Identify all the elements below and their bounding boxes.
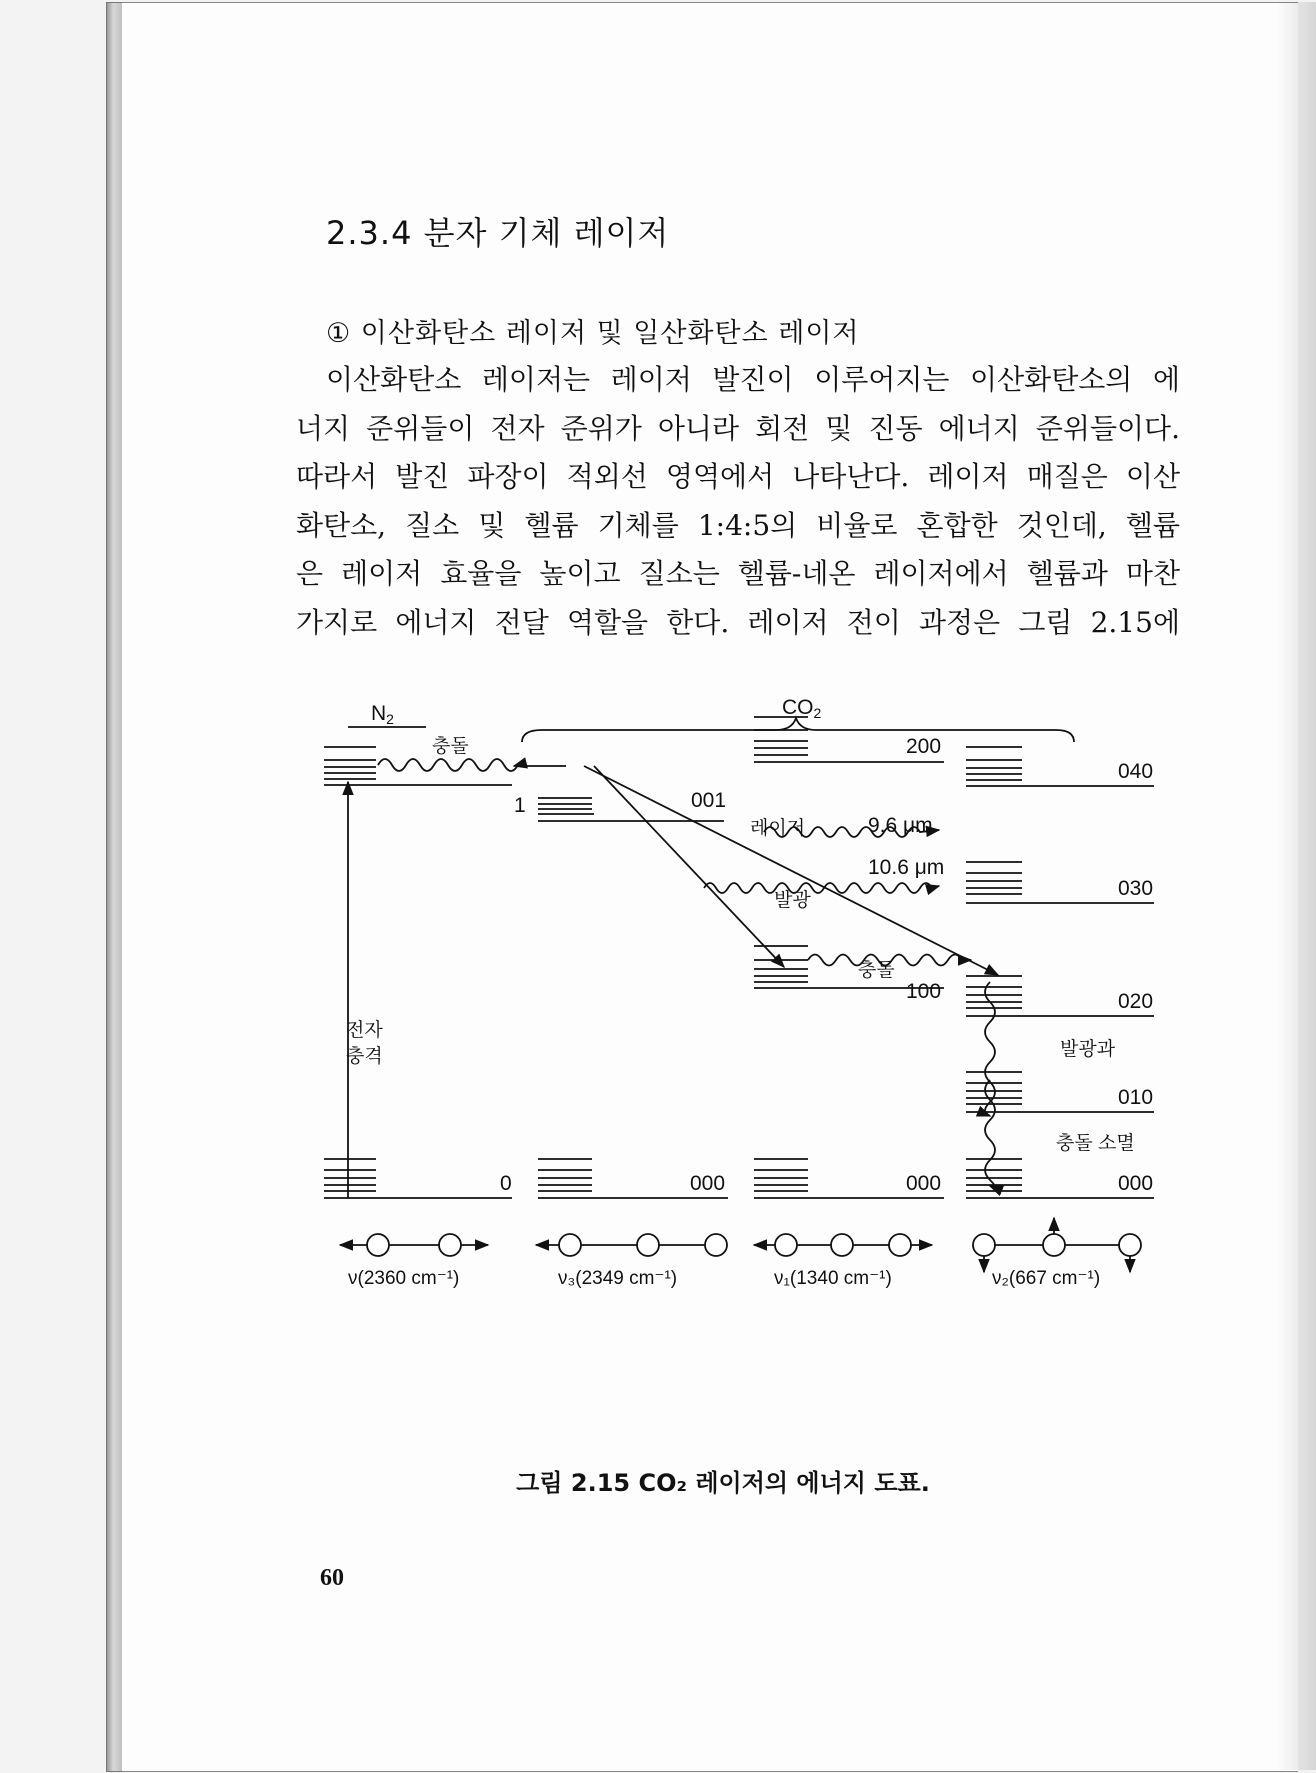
mode-v2-label: ν₂(667 cm⁻¹) bbox=[992, 1268, 1101, 1289]
level-030-label: 030 bbox=[1118, 877, 1154, 900]
page-number: 60 bbox=[320, 1565, 344, 1591]
level-100-label: 100 bbox=[906, 980, 942, 1003]
emission-and-label: 발광과 bbox=[1060, 1039, 1116, 1060]
electron-impact-label: 전자 bbox=[346, 1020, 383, 1041]
paragraph-line: 따라서 발진 파장이 적외선 영역에서 나타난다. 레이저 매질은 이산 bbox=[296, 460, 1180, 493]
n2-label: N2 bbox=[371, 702, 394, 727]
emission-label: 발광 bbox=[774, 890, 811, 911]
level-200-label: 200 bbox=[906, 735, 942, 758]
level-1-label: 1 bbox=[514, 794, 526, 817]
mode-v3-label: ν₃(2349 cm⁻¹) bbox=[558, 1268, 678, 1289]
body-paragraph bbox=[296, 356, 1180, 647]
level-001-label: 001 bbox=[691, 789, 727, 812]
mode-v1-label: ν₁(1340 cm⁻¹) bbox=[774, 1268, 892, 1289]
level-020-label: 020 bbox=[1118, 990, 1154, 1013]
level-000-v1-label: 000 bbox=[906, 1172, 942, 1195]
level-010-label: 010 bbox=[1118, 1086, 1154, 1109]
paragraph-line: 너지 준위들이 전자 준위가 아니라 회전 및 진동 에너지 준위들이다. bbox=[296, 411, 1180, 445]
co2-energy-diagram bbox=[296, 690, 1186, 1510]
n2-lower-levels bbox=[324, 1159, 512, 1198]
collision-quench-label: 충돌 소멸 bbox=[1056, 1133, 1135, 1154]
paragraph-line: 가지로 에너지 전달 역할을 한다. 레이저 전이 과정은 그림 2.15에 bbox=[296, 605, 1180, 639]
wavelength-9-6-label: 9.6 μm bbox=[868, 814, 933, 837]
n2-upper-levels bbox=[324, 747, 512, 785]
level-000-v2-label: 000 bbox=[1118, 1172, 1154, 1195]
section-title: 2.3.4 분자 기체 레이저 bbox=[326, 214, 670, 252]
laser-label: 레이저 bbox=[750, 818, 806, 839]
level-040-label: 040 bbox=[1118, 760, 1154, 783]
collision-top-label: 충돌 bbox=[432, 736, 469, 757]
page-gutter-shadow bbox=[1276, 2, 1316, 1770]
paragraph-line: 이산화탄소 레이저는 레이저 발진이 이루어지는 이산화탄소의 에 bbox=[326, 363, 1180, 396]
co2-label: CO2 bbox=[782, 696, 822, 721]
level-000-v3-label: 000 bbox=[690, 1172, 726, 1195]
level-0-label: 0 bbox=[500, 1172, 512, 1195]
electron-impact-label-2: 충격 bbox=[346, 1046, 383, 1067]
subheading: ① 이산화탄소 레이저 및 일산화탄소 레이저 bbox=[326, 318, 860, 349]
figure-caption: 그림 2.15 CO₂ 레이저의 에너지 도표. bbox=[516, 1469, 930, 1497]
paragraph-line: 화탄소, 질소 및 헬륨 기체를 1:4:5의 비율로 혼합한 것인데, 헬륨 bbox=[296, 508, 1180, 542]
collision-mid-label: 충돌 bbox=[858, 960, 895, 981]
wavelength-10-6-label: 10.6 μm bbox=[868, 856, 945, 879]
paragraph-line: 은 레이저 효율을 높이고 질소는 헬륨-네온 레이저에서 헬륨과 마찬 bbox=[296, 557, 1180, 590]
mode-n2-label: ν(2360 cm⁻¹) bbox=[348, 1268, 460, 1289]
